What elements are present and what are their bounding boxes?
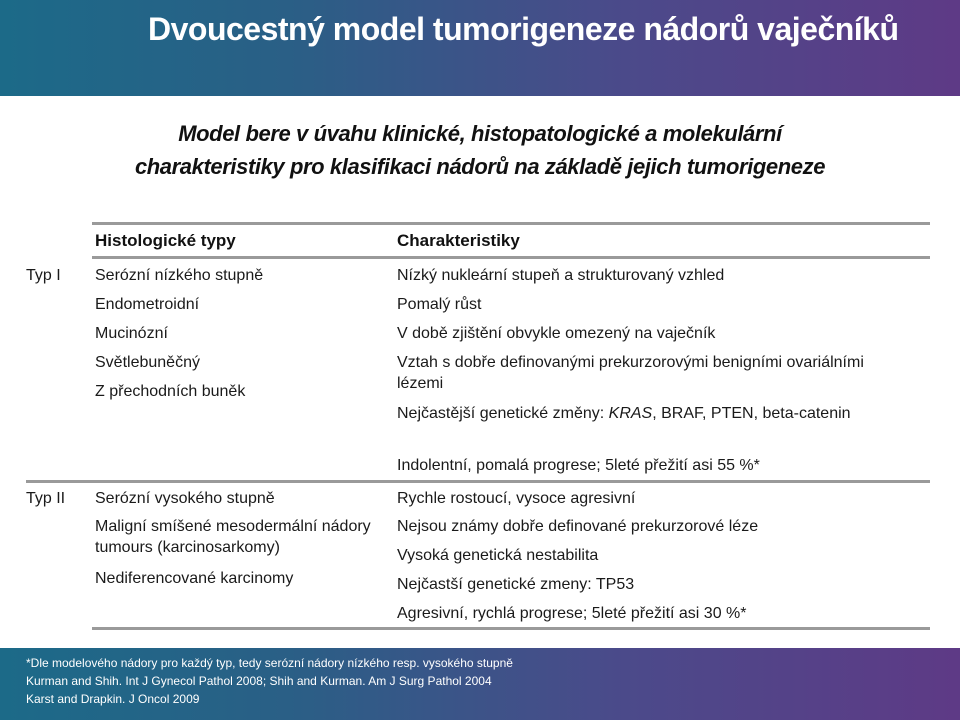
type-1-char-4: Vztah s dobře definovanými prekurzorovými benigními ovariálními lézemi — [397, 354, 864, 392]
type-1-label: Typ I — [26, 267, 61, 284]
type-2-histology-1: Serózní vysokého stupně — [95, 490, 275, 507]
type-1-char-5: Indolentní, pomalá progrese; 5leté přežití asi 55 %* — [397, 457, 760, 474]
type-1-histology-1: Serózní nízkého stupně — [95, 267, 264, 284]
type-1-histology-5: Z přechodních buněk — [95, 383, 246, 400]
page-subtitle — [0, 117, 960, 183]
genetic-gene-kras: KRAS — [608, 405, 653, 422]
table-top-rule — [92, 222, 930, 225]
table-bottom-rule — [92, 627, 930, 630]
type-2-histology-3: Nediferencované karcinomy — [95, 570, 294, 587]
column-header-characteristics: Charakteristiky — [397, 231, 520, 250]
genetic-prefix: Nejčastější genetické změny: — [397, 405, 609, 422]
type-1-histology-4: Světlebuněčný — [95, 354, 200, 371]
genetic-suffix: , BRAF, PTEN, beta-catenin — [652, 405, 851, 422]
type-2-char-3: Vysoká genetická nestabilita — [397, 547, 599, 564]
subtitle-line-1: Model bere v úvahu klinické, histopatologické a molekulární — [178, 121, 782, 146]
type-2-char-1: Rychle rostoucí, vysoce agresivní — [397, 490, 636, 507]
table-header-rule — [92, 256, 930, 259]
type-2-char-2: Nejsou známy dobře definované prekurzorové léze — [397, 518, 759, 535]
type-2-char-4: Nejčastší genetické zmeny: TP53 — [397, 576, 635, 593]
subtitle-line-2: charakteristiky pro klasifikaci nádorů na základě jejich tumorigeneze — [134, 154, 826, 179]
type-1-char-3: V době zjištění obvykle omezený na vaječník — [397, 325, 716, 342]
type-divider-rule — [26, 480, 930, 483]
type-1-char-genetic — [397, 403, 877, 424]
reference-2: Karst and Drapkin. J Oncol 2009 — [26, 692, 200, 706]
type-2-label: Typ II — [26, 490, 66, 507]
type-1-char-1: Nízký nukleární stupeň a strukturovaný vzhled — [397, 267, 725, 284]
type-2-histology-2: Maligní smíšené mesodermální nádory tumours (karcinosarkomy) — [95, 518, 371, 556]
title-banner — [0, 0, 960, 96]
footer-banner — [0, 648, 960, 720]
column-header-histology: Histologické typy — [95, 231, 236, 250]
reference-1: Kurman and Shih. Int J Gynecol Pathol 2008; Shih and Kurman. Am J Surg Pathol 2004 — [26, 674, 492, 688]
type-1-char-2: Pomalý růst — [397, 296, 482, 313]
type-1-histology-3: Mucinózní — [95, 325, 168, 342]
page-title: Dvoucestný model tumorigeneze nádorů vaječníků — [148, 11, 899, 47]
footnote: *Dle modelového nádory pro každý typ, tedy serózní nádory nízkého resp. vysokého stupně — [26, 656, 513, 670]
type-2-char-5: Agresivní, rychlá progrese; 5leté přežití asi 30 %* — [397, 605, 747, 622]
type-1-histology-2: Endometroidní — [95, 296, 200, 313]
